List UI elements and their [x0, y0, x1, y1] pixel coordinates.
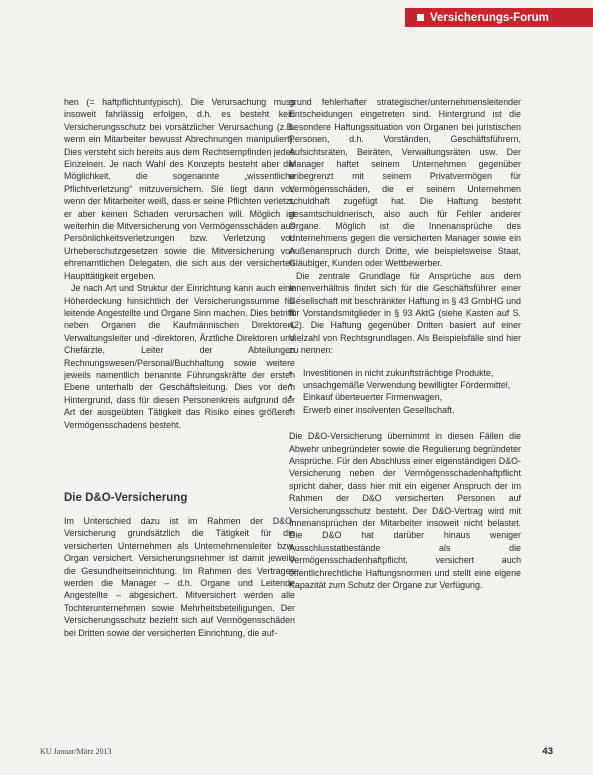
- section-header-tag: [405, 8, 593, 27]
- body-paragraph: Im Unterschied dazu ist im Rahmen der D&O-Versicherung grundsätzlich die Tätigkeit für die versicherten Unternehmen als Unternehmensleiter bzw. Organ versichert. Versicherungsnehmer ist damit jeweils die Gesundheitseinrichtung. Im Rahmen des Vertrages werden die Manager – d.h. Organe und Leitende Angestellte – abgesichert. Mitversichert werden alle Tochterunternehmen sowie Mehrheitsbeteiligungen. Der Versicherungsschutz bezieht sich auf Vermögensschäden bei Dritten sowie der versicherten Einrichtung, die auf-: [64, 515, 295, 638]
- list-item: • Erwerb einer insolventen Gesellschaft.: [289, 404, 521, 416]
- section-label: Versicherungs-Forum: [430, 11, 549, 24]
- body-paragraph: Die D&O-Versicherung übernimmt in diesen Fällen die Abwehr unbegründeter sowie die Regulierung begründeter Ansprüche. Für den Abschluss einer eigenständigen D&O-Versicherung neben der Vermögensschadenhaftpflicht spricht daher, dass hier mit ein eigener Anspruch der im Rahmen der D&O versicherten Personen auf Versicherungsschutz besteht. Der D&O-Vertrag wird mit Innenansprüchen der Mitarbeiter insoweit nicht belastet. Die D&O hat darüber hinaus weniger Ausschlusstatbestände als die Vermögensschadenhaftpflicht, versichert auch öffentlichrechtliche Haftungsnormen und stellt eine eigene Kapazität zum Schutz der Organe zur Verfügung.: [289, 431, 521, 591]
- journal-citation: KU Januar/März 2013: [40, 747, 112, 756]
- left-column: [64, 96, 295, 639]
- page-number: 43: [542, 746, 553, 757]
- body-paragraph: Je nach Art und Struktur der Einrichtung kann auch eine Höherdeckung hinsichtlich der Versicherungssumme für leitende Angestellte und Organe Sinn machen. Dies betrifft neben Organen die Kaufmännischen Direktoren, Verwaltungsleiter und -direktoren, Ärztliche Direktoren und Chefärzte, Leiter der Abteilungen Rechnungswesen/Personal/Buchhaltung sowie weitere jeweils namentlich benannte Führungskräfte der ersten Ebene unterhalb der Geschäftsleitung. Dies vor dem Hintergrund, dass für diesen Personenkreis aufgrund der Art der ausgeübten Tätigkeit das Risiko eines größeren Vermögensschadens besteht.: [64, 283, 295, 430]
- list-item: • unsachgemäße Verwendung bewilligter Fördermittel,: [289, 379, 521, 391]
- body-paragraph: grund fehlerhafter strategischer/unternehmensleitender Entscheidungen eingetreten sind. Hintergrund ist die besondere Haftungssituation von Organen bei juristischen Personen, d.h. Vorständen, Geschäftsführern, Aufsichtsräten, Beiräten, Verwaltungsräten usw. Der Manager haftet seinem Unternehmen gegenüber unbegrenzt mit seinem Privatvermögen für Vermögensschäden, die er seinem Unternehmen schuldhaft zugefügt hat. Die Haftung besteht gesamtschuldnerisch, also auch für Fehler anderer Organe. Möglich ist die Innenansprüche des Unternehmens gegen die versicherten Manager sowie ein Außenanspruch durch Dritte, wie beispielsweise Staat, Gläubiger, Kunden oder Wettbewerber.: [289, 97, 521, 269]
- right-column: [289, 96, 521, 591]
- bullet-list: [289, 367, 521, 417]
- square-bullet-icon: [417, 14, 424, 21]
- list-item: • Investitionen in nicht zukunftsträchtige Produkte,: [289, 367, 521, 379]
- page-footer: [40, 747, 553, 761]
- body-paragraph: Die zentrale Grundlage für Ansprüche aus dem Innenverhältnis findet sich für die Geschäftsführer einer Gesellschaft mit beschränkter Haftung in § 43 GmbHG und für Vorstandsmitglieder in § 93 AktG (siehe Kasten auf S. 42). Die Haftung gegenüber Dritten basiert auf einer Vielzahl von Rechtsgrundlagen. Als Beispielsfälle sind hier zu nennen:: [289, 270, 521, 356]
- body-paragraph: hen (= haftpflichtuntypisch). Die Verursachung muss insoweit fahrlässig erfolgen, d.h. es besteht kein Versicherungsschutz bei vorsätzlicher Verursachung (z.B. wenn ein Mitarbeiter bewusst Abrechnungen manipuliert). Dies versteht sich bereits aus dem Rechtsempfinden jedes Einzelnen. Je nach Wahl des Konzepts besteht aber die Möglichkeit, die sogenannte „wissentliche Pflichtverletzung“ mitzuversichern. Sie liegt dann vor, wenn der Mitarbeiter weiß, dass er seine Pflichten verletzt, er aber keinen Schaden verursachen will. Möglich ist weiterhin die Mitversicherung von Vermögensschäden aus Persönlichkeitsverletzungen bzw. Verletzung von Urheberschutzgesetzen sowie die Mitversicherung von ehrenamtlichen Delegaten, die sich aus der versicherten Haupttätigkeit ergeben.: [64, 97, 295, 281]
- section-heading: Die D&O-Versicherung: [64, 491, 188, 504]
- list-item: • Einkauf überteuerter Firmenwagen,: [289, 391, 521, 403]
